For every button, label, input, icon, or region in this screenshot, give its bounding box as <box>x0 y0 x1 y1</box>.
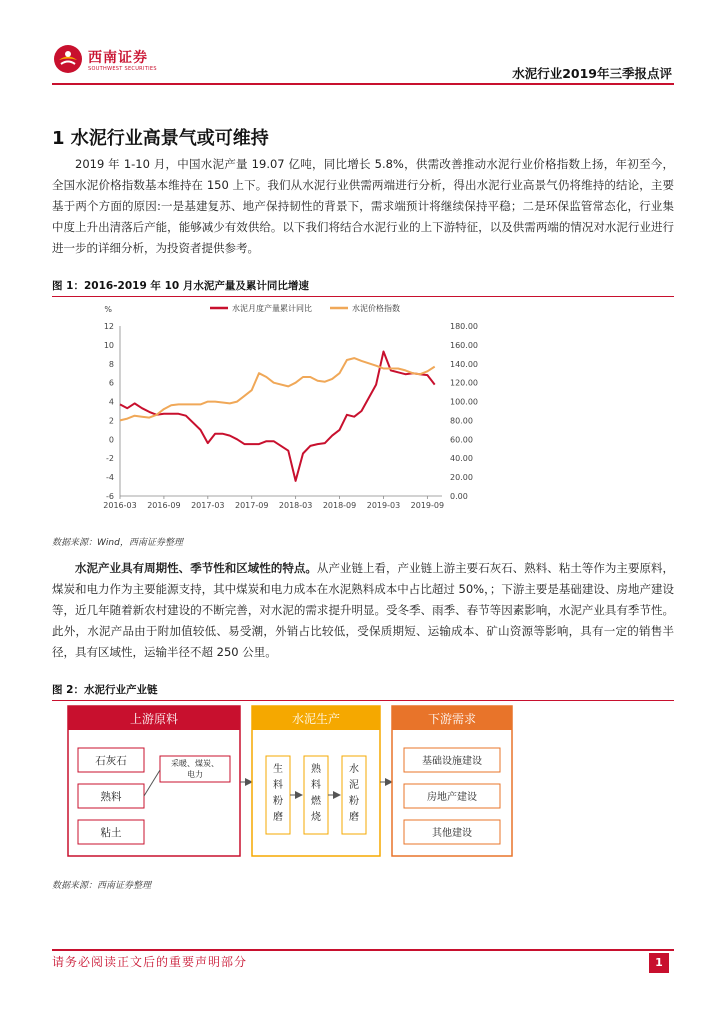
figure2-title: 图 2：水泥行业产业链 <box>52 682 674 701</box>
y-right-tick: 40.00 <box>450 454 473 464</box>
material-clay: 粘土 <box>100 827 122 839</box>
demand-other: 其他建设 <box>432 828 472 839</box>
y-left-tick: 6 <box>108 378 114 388</box>
x-tick-label: 2019-03 <box>366 501 401 510</box>
material-limestone: 石灰石 <box>95 755 127 767</box>
connector-line <box>144 770 160 796</box>
demand-realestate: 房地产建设 <box>427 792 477 803</box>
y-left-tick: 0 <box>108 435 114 445</box>
y-left-tick: 8 <box>108 359 114 369</box>
industry-chain-paragraph-text <box>52 558 674 663</box>
y-left-tick: 12 <box>103 322 114 331</box>
step-char: 料 <box>311 780 321 791</box>
x-tick-label: 2017-03 <box>191 501 225 510</box>
y-left-tick: 4 <box>108 397 114 407</box>
price-index-line <box>120 358 435 420</box>
legend-production-label: 水泥月度产量累计同比 <box>232 304 312 313</box>
step-char: 泥 <box>349 780 359 791</box>
production-growth-line <box>120 352 435 481</box>
y-right-tick: 60.00 <box>450 435 473 445</box>
intro-paragraph <box>52 154 674 259</box>
y-right-tick: 180.00 <box>450 322 478 331</box>
x-tick-label: 2018-09 <box>322 501 357 510</box>
energy-label-1: 采暖、煤炭、 <box>171 759 219 768</box>
step-char: 生 <box>273 764 283 775</box>
figure2-source: 数据来源：西南证券整理 <box>52 881 152 891</box>
y-left-tick: -2 <box>106 454 114 464</box>
section-title: 1 水泥行业高景气或可维持 <box>52 128 269 149</box>
y-right-tick: 100.00 <box>450 397 478 407</box>
x-tick-label: 2018-03 <box>278 501 313 510</box>
upstream-title: 上游原料 <box>129 712 179 726</box>
footer-divider <box>52 949 674 951</box>
energy-label-2: 电力 <box>187 770 203 779</box>
demand-infrastructure: 基础设施建设 <box>422 756 482 767</box>
header-divider <box>52 83 674 85</box>
material-clinker: 熟料 <box>100 791 122 803</box>
y-right-tick: 20.00 <box>450 473 473 483</box>
y-left-tick: -6 <box>106 492 114 501</box>
y-left-tick: 10 <box>103 340 114 350</box>
step-char: 熟 <box>311 764 321 775</box>
industry-chain-diagram <box>52 700 674 870</box>
report-title: 水泥行业2019年三季报点评 <box>512 66 672 81</box>
intro-paragraph-text: 2019 年 1-10 月，中国水泥产量 19.07 亿吨，同比增长 5.8%，供需改善推动水泥行业价格指数上扬，年初至今，全国水泥价格指数基本维持在 150 上下。我们从水泥行业供需两端进行分析，得出水泥行业高景气仍将维持的结论，主要基于两个方面的原因:一是基建复苏、地产保持韧性的背景下，需求端预计将继续保持平稳；二是环保监管常态化，行业集中度上升出清落后产能，能够减少有效供给。以下我们将结合水泥行业的上下游特征，以及供需两端的情况对水泥行业进行进一步的详细分析，为投资者提供参考。 <box>52 157 674 255</box>
x-tick-label: 2017-09 <box>235 501 269 510</box>
figure1-source: 数据来源：Wind，西南证券整理 <box>52 538 183 548</box>
step-char: 磨 <box>349 812 359 823</box>
industry-chain-highlight: 水泥产业具有周期性、季节性和区域性的特点。 <box>75 561 317 575</box>
legend-price-label: 水泥价格指数 <box>352 304 400 313</box>
y-right-tick: 160.00 <box>450 340 478 350</box>
company-logo-text: 西南证券 <box>88 50 148 66</box>
y-left-tick: -4 <box>106 473 114 483</box>
production-price-chart <box>90 298 490 513</box>
industry-chain-body: 从产业链上看，产业链上游主要石灰石、熟料、粘土等作为主要原料，煤炭和电力作为主要能源支持，其中煤炭和电力成本在水泥熟料成本中占比超过 50%，；下游主要是基础建设、房地产建设等，近几年随着新农村建设的不断完善，对水泥的需求提升明显。受冬季、雨季、春节等因素影响，水泥产业具有季节性。此外，水泥产品由于附加值较低、易受潮，外销占比较低，受保质期短、运输成本、矿山资源等影响，具有一定的销售半径，具有区域性，运输半径不超 250 公里。 <box>52 561 675 659</box>
step-char: 磨 <box>273 812 283 823</box>
company-logo-icon <box>53 44 83 74</box>
step-char: 料 <box>273 780 283 791</box>
step-char: 水 <box>349 764 359 775</box>
step-char: 粉 <box>273 796 283 807</box>
step-char: 粉 <box>349 796 359 807</box>
y-right-tick: 0.00 <box>450 492 468 501</box>
production-title: 水泥生产 <box>291 712 341 726</box>
y-right-tick: 80.00 <box>450 416 473 426</box>
y-left-unit: % <box>104 305 112 314</box>
x-tick-label: 2016-09 <box>147 501 181 510</box>
industry-chain-paragraph <box>52 558 674 663</box>
figure1-title: 图 1：2016-2019 年 10 月水泥产量及累计同比增速 <box>52 278 674 297</box>
step-char: 烧 <box>311 812 321 823</box>
disclaimer-notice: 请务必阅读正文后的重要声明部分 <box>52 955 248 969</box>
x-tick-label: 2016-03 <box>103 501 137 510</box>
page-number: 1 <box>649 953 669 973</box>
y-right-tick: 140.00 <box>450 359 478 369</box>
y-right-tick: 120.00 <box>450 378 478 388</box>
x-tick-label: 2019-09 <box>410 501 445 510</box>
company-logo-english: SOUTHWEST SECURITIES <box>88 66 157 72</box>
y-left-tick: 2 <box>108 416 114 426</box>
step-char: 燃 <box>311 796 321 807</box>
downstream-title: 下游需求 <box>427 712 477 726</box>
